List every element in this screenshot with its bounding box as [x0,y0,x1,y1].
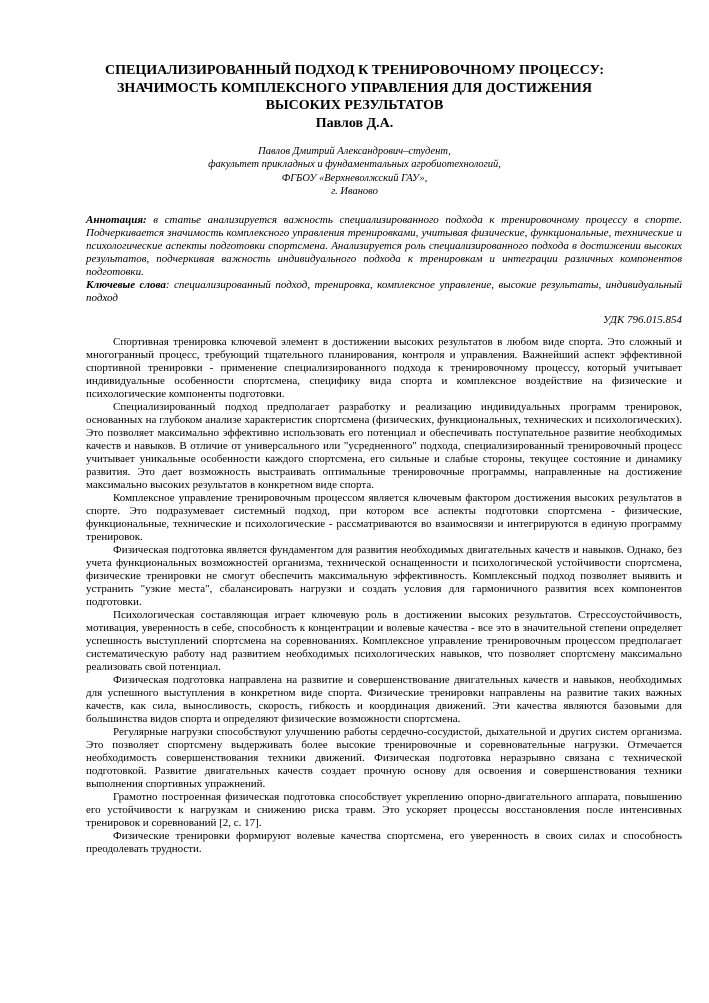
body-paragraph: Психологическая составляющая играет ключевую роль в достижении высоких результатов. Стрессоустойчивость, мотивация, уверенность в себе, способность к концентрации и волевые качества - все это в значительной степени определяет успешность выступлений спортсмена на соревнованиях. Комплексное управление тренировочным процессом предполагает систематическую работу над развитием необходимых психологических навыков, что позволяет спортсмену максимально реализовать свой потенциал. [86,608,682,673]
abstract-text: в статье анализируется важность специализированного подхода к тренировочному процессу в спорте. Подчеркивается значимость комплексного управления тренировками, учитывая физические, функциональные, технические и психологические аспекты подготовки спортсмена. Анализируется роль специализированного подхода в достижении высоких результатов, подчеркивая важность индивидуального подхода к тренировкам и интеграции различных компонентов подготовки. [86,213,682,278]
affiliation-line: ФГБОУ «Верхневолжский ГАУ», [281,172,428,184]
udc-code: УДК 796.015.854 [602,313,682,326]
article-body [86,336,682,856]
affiliation-line: г. Иваново [331,186,378,198]
body-paragraph: Физические тренировки формируют волевые качества спортсмена, его уверенность в своих силах и способность преодолевать трудности. [86,829,682,855]
article-content [86,214,682,856]
title-line: СПЕЦИАЛИЗИРОВАННЫЙ ПОДХОД К ТРЕНИРОВОЧНОМУ ПРОЦЕССУ: [105,63,604,78]
body-paragraph: Спортивная тренировка ключевой элемент в достижении высоких результатов в любом виде спорта. Это сложный и многогранный процесс, требующий тщательного планирования, контроля и управления. Важнейший аспект эффективной спортивной тренировки - применение специализированного подхода к тренировочному процессу, который учитывает индивидуальные особенности спортсмена, специфику вида спорта и комплексное воздействие на физические и психологические компоненты подготовки. [86,335,682,400]
article-title [0,62,709,115]
abstract-keywords-block [86,214,682,305]
abstract-paragraph [86,214,682,279]
article-author: Павлов Д.А. [315,115,394,131]
body-paragraph: Комплексное управление тренировочным процессом является ключевым фактором достижения высоких результатов в спорте. Это подразумевает системный подход, при котором все аспекты подготовки спортсмена - физические, функциональные, технические и психологические - рассматриваются во взаимосвязи и интегрируются в единую программу тренировок. [86,491,682,543]
title-line: ВЫСОКИХ РЕЗУЛЬТАТОВ [265,98,444,113]
keywords-paragraph [86,279,682,305]
body-paragraph: Физическая подготовка является фундаментом для развития необходимых двигательных качеств и навыков. Однако, без учета функциональных возможностей организма, технической оснащенности и психологической устойчивости спортсмена, физические тренировки не смогут обеспечить максимальную эффективность. Комплексный подход позволяет выявить и устранить "узкие места", сбалансировать нагрузки и создать условия для гармоничного развития всех компонентов подготовки. [86,543,682,608]
article-header [0,62,709,132]
body-paragraph: Грамотно построенная физическая подготовка способствует укреплению опорно-двигательного аппарата, повышению его устойчивости к нагрузкам и снижению риска травм. Это ускоряет процессы восстановления после интенсивных тренировок и соревнований [2, с. 17]. [86,790,682,829]
keywords-label: Ключевые слова [86,278,166,291]
body-paragraph: Регулярные нагрузки способствуют улучшению работы сердечно-сосудистой, дыхательной и других систем организма. Это позволяет спортсмену выдерживать более высокие тренировочные и соревновательные нагрузки. Отмечается необходимость совершенствования техники движений. Физическая подготовка неразрывно связана с технической подготовкой. Развитие двигательных качеств создает прочную основу для освоения и совершенствования техники выполнения спортивных упражнений. [86,725,682,790]
body-paragraph: Физическая подготовка направлена на развитие и совершенствование двигательных качеств и навыков, необходимых для успешного выступления в конкретном виде спорта. Физические тренировки направлены на развитие таких важных качеств, как сила, выносливость, скорость, гибкость и координация движений. Эти качества являются базовыми для большинства видов спорта и определяют физические возможности спортсмена. [86,673,682,725]
affiliation-line: Павлов Дмитрий Александрович–студент, [258,146,451,157]
abstract-label: Аннотация: [86,213,147,226]
title-line: ЗНАЧИМОСТЬ КОМПЛЕКСНОГО УПРАВЛЕНИЯ ДЛЯ ДОСТИЖЕНИЯ [117,80,592,96]
affiliation-block [0,145,709,199]
keywords-text: : специализированный подход, тренировка, комплексное управление, высокие результаты, индивидуальный подход [86,278,682,304]
affiliation-line: факультет прикладных и фундаментальных агробиотехнологий, [208,159,501,171]
body-paragraph: Специализированный подход предполагает разработку и реализацию индивидуальных программ тренировок, основанных на глубоком анализе характеристик спортсмена (физических, функциональных, технических и психологических). Это позволяет максимально эффективно использовать его потенциал и обеспечивать поступательное развитие необходимых качеств и навыков. В отличие от универсального или "усредненного" подхода, специализированный тренировочный процесс учитывает уникальные особенности каждого спортсмена, его сильные и слабые стороны, текущее состояние и динамику развития. Это дает возможность выстраивать оптимальные тренировочные программы, направленные на достижение максимально высоких результатов в конкретном виде спорта. [86,400,682,491]
